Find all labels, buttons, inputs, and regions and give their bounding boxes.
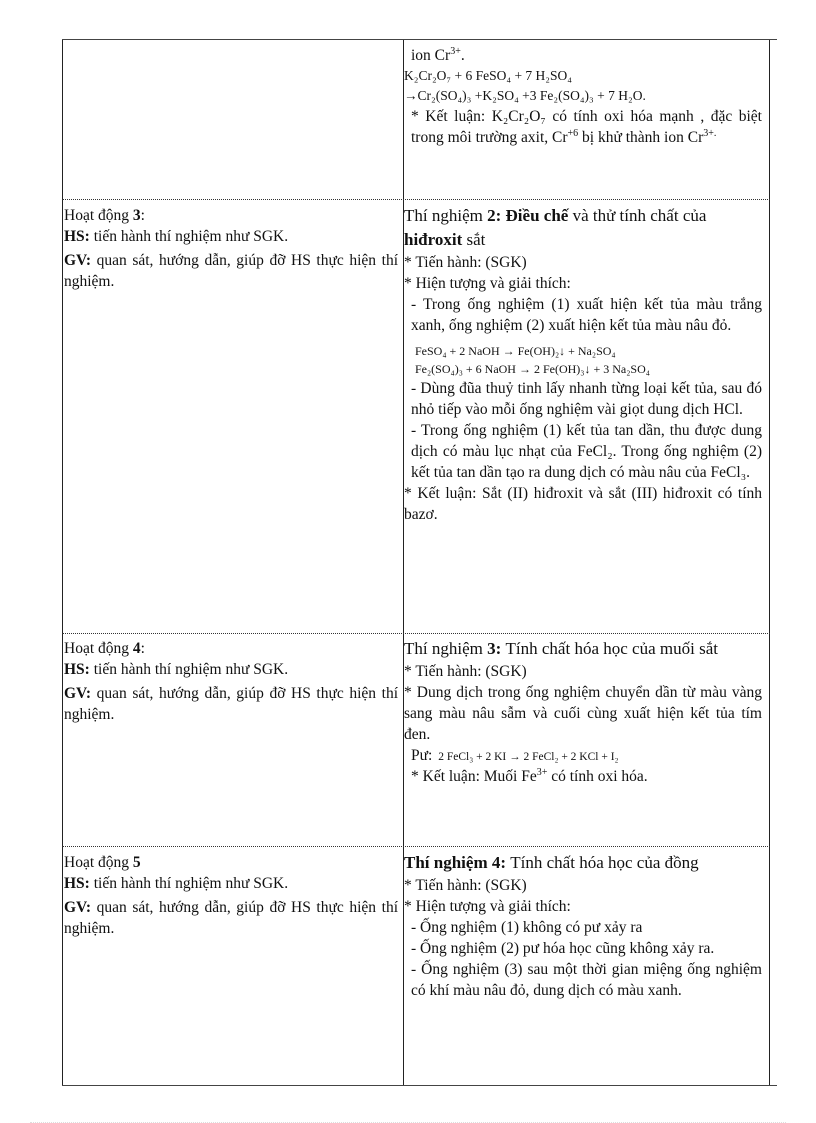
row3-conclusion: * Kết luận: Muối $Fe^{3+}$ có tính oxi hóa. — [411, 766, 648, 785]
row3-experiment-title: Thí nghiệm 3: Tính chất hóa học của muối sắt — [404, 639, 718, 658]
row1-right-cell — [404, 45, 762, 148]
row3-left-cell — [64, 638, 398, 725]
row4-gv-line: GV: quan sát, hướng dẫn, giúp đỡ HS thực hiện thí nghiệm. — [64, 899, 398, 937]
row3-gv-line: GV: quan sát, hướng dẫn, giúp đỡ HS thực hiện thí nghiệm. — [64, 685, 398, 723]
table-left-border — [62, 40, 63, 1085]
row4-experiment-title: Thí nghiệm 4: Tính chất hóa học của đồng — [404, 853, 699, 872]
row2-procedure: * Tiến hành: (SGK) — [404, 254, 527, 271]
row4-right-cell — [404, 851, 762, 1001]
row-separator — [62, 633, 770, 634]
row3-reaction: Pư: 2 FeCl₃ + 2 KI → 2 FeCl₂ + 2 KCl + I₂ — [411, 747, 619, 764]
table-right-border — [769, 40, 770, 1085]
row2-phenomena-2: - Dùng đũa thuỷ tinh lấy nhanh từng loại kết tủa, sau đó nhỏ tiếp vào mỗi ống nghiệm vài giọt dung dịch HCl. — [411, 380, 762, 418]
row-separator — [62, 846, 770, 847]
row2-experiment-title: Thí nghiệm 2: Điều chế và thử tính chất của hiđroxit sắt — [404, 206, 707, 249]
row4-hs-line: HS: tiến hành thí nghiệm như SGK. — [64, 875, 289, 892]
row3-procedure: * Tiến hành: (SGK) — [404, 663, 527, 680]
row1-equation-1: K₂Cr₂O₇ + 6 FeSO₄ + 7 H₂SO₄ — [404, 68, 572, 83]
page-top-rule — [62, 39, 777, 40]
row4-phenomena-label: * Hiện tượng và giải thích: — [404, 898, 571, 915]
row4-phenomena-2: - Ống nghiệm (2) pư hóa học cũng không xảy ra. — [411, 940, 715, 957]
row2-activity-title: Hoạt động 3: — [64, 207, 145, 224]
row2-hs-line: HS: tiến hành thí nghiệm như SGK. — [64, 228, 289, 245]
row4-left-cell — [64, 852, 398, 939]
row4-procedure: * Tiến hành: (SGK) — [404, 877, 527, 894]
row2-left-cell — [64, 205, 398, 292]
row4-phenomena-3: - Ống nghiệm (3) sau một thời gian miệng ống nghiệm có khí màu nâu đỏ, dung dịch có màu xanh. — [411, 961, 762, 999]
row3-right-cell — [404, 637, 762, 787]
row4-phenomena-1: - Ống nghiệm (1) không có pư xảy ra — [411, 919, 643, 936]
row1-conclusion: * Kết luận: K₂Cr₂O₇ có tính oxi hóa mạnh , đặc biệt trong môi trường axit, $Cr^{+6}$ bị khử thành ion $Cr^{3+.}$ — [411, 108, 762, 146]
row2-phenomena-label: * Hiện tượng và giải thích: — [404, 275, 571, 292]
row2-phenomena-3: - Trong ống nghiệm (1) kết tủa tan dần, thu được dung dịch có màu lục nhạt của FeCl₂. Trong ống nghiệm (2) kết tủa tan dần tạo ra dung dịch có màu nâu của FeCl₃. — [411, 422, 762, 481]
row2-conclusion: * Kết luận: Sắt (II) hiđroxit và sắt (III) hiđroxit có tính bazơ. — [404, 485, 762, 523]
page-bottom-rule — [62, 1085, 777, 1086]
row2-gv-line: GV: quan sát, hướng dẫn, giúp đỡ HS thực hiện thí nghiệm. — [64, 252, 398, 290]
row1-ion-line: ion $Cr^{3+}$. — [411, 45, 465, 64]
row2-phenomena-1: - Trong ống nghiệm (1) xuất hiện kết tủa màu trắng xanh, ống nghiệm (2) xuất hiện kết tủa màu nâu đỏ. — [411, 296, 762, 334]
row2-equation-1: FeSO₄ + 2 NaOH → Fe(OH)₂↓ + Na₂SO₄ — [415, 344, 616, 358]
row1-equation-2: →Cr₂(SO₄)₃ +K₂SO₄ +3 Fe₂(SO₄)₃ + 7 H₂O. — [404, 88, 646, 103]
row2-right-cell — [404, 204, 762, 525]
row3-activity-title: Hoạt động 4: — [64, 640, 145, 657]
row3-phenomena: * Dung dịch trong ống nghiệm chuyển dần từ màu vàng sang màu nâu sẫm và cuối cùng xuất hiện kết tủa tím đen. — [404, 684, 762, 743]
row-separator — [62, 199, 770, 200]
row3-hs-line: HS: tiến hành thí nghiệm như SGK. — [64, 661, 289, 678]
row4-activity-title: Hoạt động 5 — [64, 854, 141, 871]
row2-equation-2: Fe₂(SO₄)₃ + 6 NaOH → 2 Fe(OH)₃↓ + 3 Na₂SO₄ — [415, 362, 650, 376]
